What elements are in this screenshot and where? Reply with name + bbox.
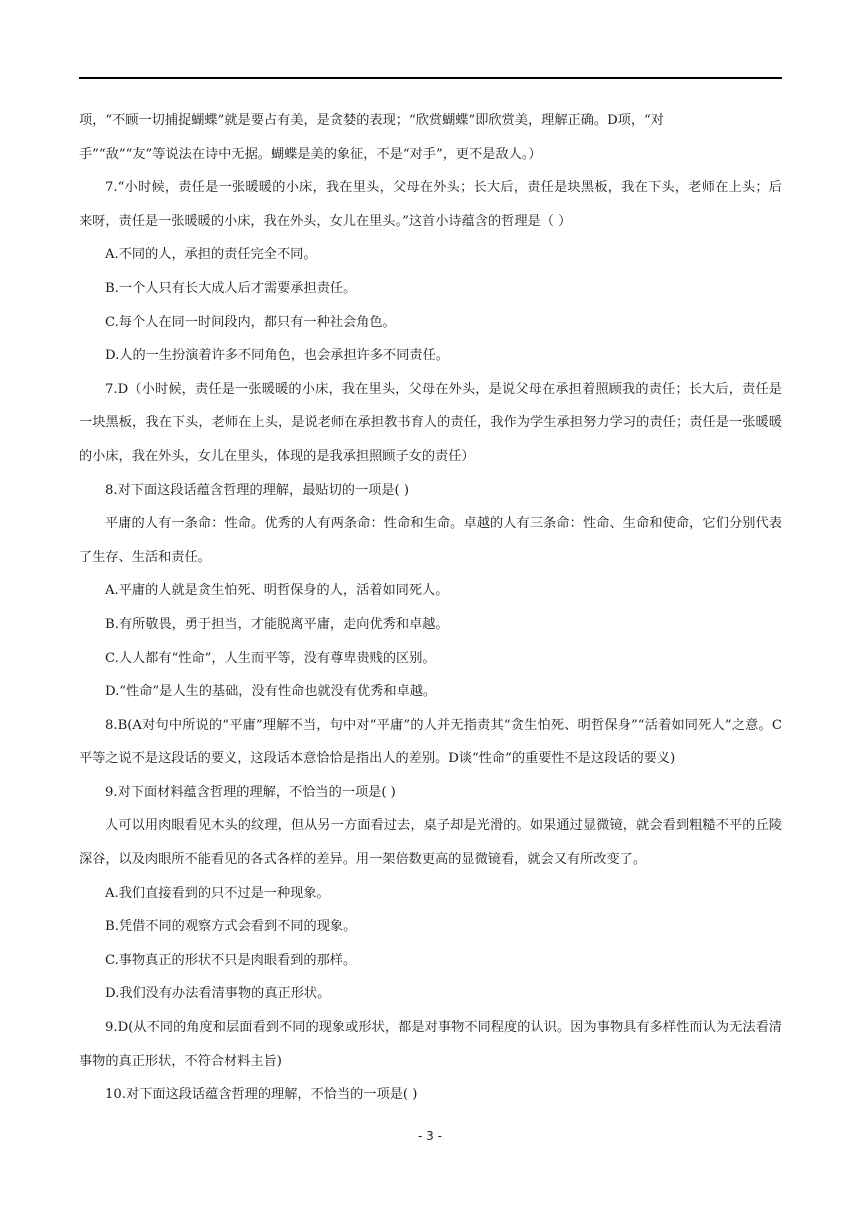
paragraph: 9.对下面材料蕴含哲理的理解，不恰当的一项是( ) [105, 784, 396, 800]
paragraph: D.人的一生扮演着许多不同角色，也会承担许多不同责任。 [105, 348, 449, 364]
paragraph: C.人人都有“性命”，人生而平等，没有尊卑贵贱的区别。 [105, 650, 436, 666]
paragraph: 7.“小时候，责任是一张暖暖的小床，我在里头，父母在外头；长大后，责任是块黑板，我在下头，老师在上头；后来呀，责任是一张暖暖的小床，我在外头，女儿在里头。”这首小诗蕴含的哲理是（ ） [79, 180, 782, 229]
paragraph: B.一个人只有长大成人后才需要承担责任。 [105, 280, 357, 296]
paragraph: 7.D（小时候，责任是一张暖暖的小床，我在里头，父母在外头，是说父母在承担着照顾我的责任；长大后，责任是一块黑板，我在下头，老师在上头，是说老师在承担教书育人的责任，我作为学生承担努力学习的责任；责任是一张暖暖的小床，我在外头，女儿在里头，体现的是我承担照顾子女的责任） [79, 381, 782, 464]
paragraph: 8.B(A对句中所说的“平庸”理解不当，句中对“平庸”的人并无指责其“贪生怕死、明哲保身”“活着如同死人”之意。C平等之说不是这段话的要义，这段话本意恰恰是指出人的差别。D谈“性命”的重要性不是这段话的要义) [79, 717, 782, 767]
paragraph: 平庸的人有一条命：性命。优秀的人有两条命：性命和生命。卓越的人有三条命：性命、生命和使命，它们分别代表了生存、生活和责任。 [79, 516, 782, 565]
paragraph: 手”“敌”“友”等说法在诗中无据。蝴蝶是美的象征，不是“对手”，更不是敌人。） [79, 146, 542, 162]
paragraph: 项，“不顾一切捕捉蝴蝶”就是要占有美，是贪婪的表现；“欣赏蝴蝶”即欣赏美，理解正确。D项，“对 [79, 113, 664, 128]
paragraph: D.“性命”是人生的基础，没有性命也就没有优秀和卓越。 [105, 684, 437, 700]
paragraph: 9.D(从不同的角度和层面看到不同的现象或形状，都是对事物不同程度的认识。因为事物具有多样性而认为无法看清事物的真正形状，不符合材料主旨) [79, 1020, 782, 1069]
paragraph: A.平庸的人就是贪生怕死、明哲保身的人，活着如同死人。 [105, 583, 449, 599]
paragraph: C.事物真正的形状不只是肉眼看到的那样。 [105, 952, 357, 968]
paragraph: A.我们直接看到的只不过是一种现象。 [105, 885, 330, 901]
paragraph: 人可以用肉眼看见木头的纹理，但从另一方面看过去，桌子却是光滑的。如果通过显微镜，就会看到粗糙不平的丘陵深谷，以及肉眼所不能看见的各式各样的差异。用一架倍数更高的显微镜看，就会又有所改变了。 [79, 818, 782, 868]
paragraph: D.我们没有办法看清事物的真正形状。 [105, 986, 331, 1002]
paragraph: B.凭借不同的观察方式会看到不同的现象。 [105, 919, 357, 935]
page-number: - 3 - [418, 1129, 442, 1143]
header-rule [79, 77, 782, 79]
paragraph: B.有所敬畏，勇于担当，才能脱离平庸，走向优秀和卓越。 [105, 616, 449, 632]
paragraph: 8.对下面这段话蕴含哲理的理解，最贴切的一项是( ) [105, 482, 409, 498]
paragraph: 10.对下面这段话蕴含哲理的理解，不恰当的一项是( ) [105, 1087, 418, 1103]
paragraph: A.不同的人，承担的责任完全不同。 [105, 247, 317, 263]
document-body [79, 104, 782, 1112]
paragraph: C.每个人在同一时间段内，都只有一种社会角色。 [105, 314, 396, 330]
